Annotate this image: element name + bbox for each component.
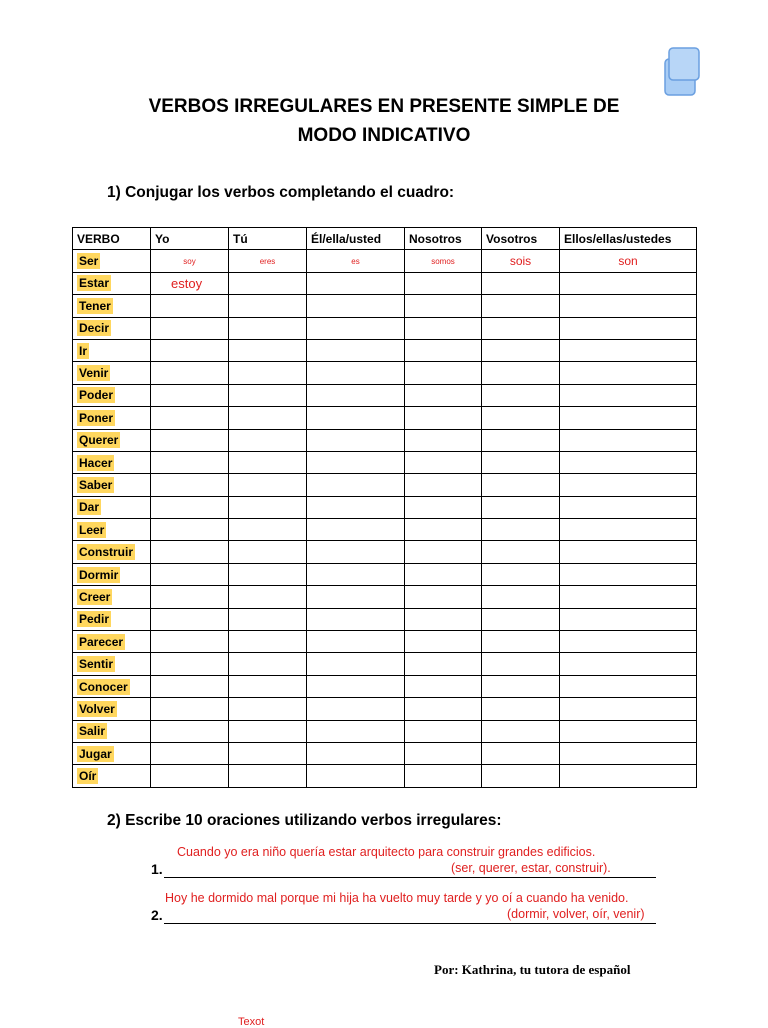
conjugation-cell[interactable] bbox=[151, 742, 229, 764]
conjugation-cell[interactable] bbox=[560, 720, 697, 742]
verb-cell bbox=[73, 608, 151, 630]
verb-cell bbox=[73, 339, 151, 361]
conjugation-cell[interactable] bbox=[151, 474, 229, 496]
table-row bbox=[73, 362, 697, 384]
conjugation-cell[interactable] bbox=[482, 698, 560, 720]
conjugation-cell[interactable] bbox=[482, 563, 560, 585]
verb-cell bbox=[73, 474, 151, 496]
conjugation-cell[interactable] bbox=[229, 742, 307, 764]
verb-cell bbox=[73, 765, 151, 787]
verb-label: Estar bbox=[79, 276, 110, 291]
conjugation-cell[interactable] bbox=[482, 742, 560, 764]
conjugation-cell[interactable] bbox=[229, 586, 307, 608]
table-row bbox=[73, 384, 697, 406]
conjugation-cell[interactable] bbox=[482, 541, 560, 563]
verb-cell bbox=[73, 519, 151, 541]
conjugation-cell[interactable] bbox=[229, 608, 307, 630]
verb-cell bbox=[73, 653, 151, 675]
verb-label: Oír bbox=[79, 769, 97, 784]
conjugation-cell[interactable] bbox=[482, 272, 560, 294]
conjugation-cell[interactable] bbox=[482, 250, 560, 272]
conjugation-cell[interactable] bbox=[560, 653, 697, 675]
conjugation-cell[interactable] bbox=[482, 675, 560, 697]
verb-cell bbox=[73, 295, 151, 317]
conjugation-cell[interactable] bbox=[405, 250, 482, 272]
sentence-number: 2. bbox=[151, 907, 163, 923]
conjugation-cell[interactable] bbox=[229, 295, 307, 317]
header-cell: Vosotros bbox=[482, 228, 560, 250]
conjugation-cell[interactable] bbox=[482, 519, 560, 541]
table-row bbox=[73, 519, 697, 541]
conjugation-cell[interactable] bbox=[151, 675, 229, 697]
conjugation-cell[interactable] bbox=[307, 698, 405, 720]
conjugation-cell[interactable] bbox=[307, 295, 405, 317]
conjugation-cell[interactable] bbox=[151, 541, 229, 563]
conjugation-cell[interactable] bbox=[405, 653, 482, 675]
table-header-row bbox=[73, 228, 697, 250]
conjugation-cell[interactable] bbox=[560, 675, 697, 697]
conjugation-cell[interactable] bbox=[560, 272, 697, 294]
conjugation-cell[interactable] bbox=[307, 563, 405, 585]
conjugation-cell[interactable] bbox=[151, 272, 229, 294]
conjugation-cell[interactable] bbox=[307, 653, 405, 675]
conjugation-cell[interactable] bbox=[405, 339, 482, 361]
conjugation-cell[interactable] bbox=[229, 317, 307, 339]
verb-label: Construir bbox=[79, 545, 133, 560]
conjugation-cell[interactable] bbox=[482, 339, 560, 361]
verb-cell bbox=[73, 586, 151, 608]
conjugation-cell[interactable] bbox=[229, 451, 307, 473]
table-row bbox=[73, 653, 697, 675]
verb-label: Tener bbox=[79, 298, 111, 313]
conjugation-cell[interactable] bbox=[482, 407, 560, 429]
verb-label: Querer bbox=[79, 433, 119, 448]
conjugation-cell[interactable] bbox=[229, 407, 307, 429]
sentence-text[interactable]: Cuando yo era niño quería estar arquitecto para construir grandes edificios. bbox=[177, 845, 596, 859]
conjugation-cell[interactable] bbox=[307, 272, 405, 294]
conjugation-cell[interactable] bbox=[482, 362, 560, 384]
section-1-heading: 1) Conjugar los verbos completando el cuadro: bbox=[107, 184, 455, 201]
verb-cell bbox=[73, 675, 151, 697]
conjugation-cell[interactable] bbox=[405, 272, 482, 294]
conjugation-cell[interactable] bbox=[307, 519, 405, 541]
answer-text: estoy bbox=[171, 275, 203, 291]
table-row bbox=[73, 563, 697, 585]
conjugation-cell[interactable] bbox=[307, 720, 405, 742]
conjugation-cell[interactable] bbox=[482, 451, 560, 473]
sentence-verbs[interactable]: (ser, querer, estar, construir). bbox=[451, 861, 611, 875]
verb-label: Poner bbox=[79, 410, 114, 425]
verb-label: Creer bbox=[79, 589, 111, 604]
table-row bbox=[73, 451, 697, 473]
conjugation-cell[interactable] bbox=[307, 317, 405, 339]
answer-text: son bbox=[618, 254, 638, 269]
conjugation-cell[interactable] bbox=[405, 631, 482, 653]
verb-cell bbox=[73, 720, 151, 742]
conjugation-cell[interactable] bbox=[405, 384, 482, 406]
conjugation-cell[interactable] bbox=[405, 586, 482, 608]
verb-cell bbox=[73, 496, 151, 518]
conjugation-cell[interactable] bbox=[229, 720, 307, 742]
conjugation-cell[interactable] bbox=[151, 451, 229, 473]
conjugation-cell[interactable] bbox=[560, 295, 697, 317]
conjugation-cell[interactable] bbox=[560, 698, 697, 720]
conjugation-cell[interactable] bbox=[229, 362, 307, 384]
conjugation-cell[interactable] bbox=[405, 720, 482, 742]
conjugation-table bbox=[72, 227, 697, 788]
conjugation-cell[interactable] bbox=[229, 541, 307, 563]
conjugation-cell[interactable] bbox=[482, 496, 560, 518]
conjugation-cell[interactable] bbox=[405, 362, 482, 384]
conjugation-cell[interactable] bbox=[229, 250, 307, 272]
conjugation-cell[interactable] bbox=[405, 519, 482, 541]
verb-label: Poder bbox=[79, 388, 114, 403]
title-line-2: MODO INDICATIVO bbox=[297, 125, 471, 146]
conjugation-cell[interactable] bbox=[307, 541, 405, 563]
textbox-placeholder[interactable]: Texot bbox=[238, 1016, 265, 1028]
verb-cell bbox=[73, 429, 151, 451]
conjugation-cell[interactable] bbox=[151, 631, 229, 653]
conjugation-cell[interactable] bbox=[307, 474, 405, 496]
conjugation-cell[interactable] bbox=[307, 765, 405, 787]
verb-cell bbox=[73, 362, 151, 384]
conjugation-cell[interactable] bbox=[151, 339, 229, 361]
sentence-verbs[interactable]: (dormir, volver, oír, venir) bbox=[507, 907, 645, 921]
conjugation-cell[interactable] bbox=[560, 496, 697, 518]
conjugation-cell[interactable] bbox=[151, 384, 229, 406]
conjugation-cell[interactable] bbox=[560, 362, 697, 384]
conjugation-cell[interactable] bbox=[151, 496, 229, 518]
table-row bbox=[73, 474, 697, 496]
table-row bbox=[73, 765, 697, 787]
conjugation-cell[interactable] bbox=[151, 295, 229, 317]
conjugation-cell[interactable] bbox=[151, 586, 229, 608]
header-cell: Nosotros bbox=[405, 228, 482, 250]
verb-cell bbox=[73, 563, 151, 585]
conjugation-cell[interactable] bbox=[405, 765, 482, 787]
sentence-number: 1. bbox=[151, 861, 163, 877]
conjugation-cell[interactable] bbox=[229, 519, 307, 541]
conjugation-cell[interactable] bbox=[151, 608, 229, 630]
verb-label: Decir bbox=[79, 321, 110, 336]
answer-text: somos bbox=[431, 256, 455, 266]
conjugation-cell[interactable] bbox=[482, 474, 560, 496]
conjugation-cell[interactable] bbox=[560, 742, 697, 764]
verb-label: Leer bbox=[79, 522, 105, 537]
table-row bbox=[73, 541, 697, 563]
conjugation-cell[interactable] bbox=[151, 698, 229, 720]
table-row bbox=[73, 317, 697, 339]
verb-label: Ir bbox=[79, 343, 88, 358]
verb-label: Parecer bbox=[79, 634, 124, 649]
conjugation-cell[interactable] bbox=[229, 765, 307, 787]
conjugation-cell[interactable] bbox=[229, 474, 307, 496]
conjugation-cell[interactable] bbox=[560, 384, 697, 406]
verb-cell bbox=[73, 631, 151, 653]
conjugation-cell[interactable] bbox=[560, 407, 697, 429]
table-row bbox=[73, 429, 697, 451]
conjugation-cell[interactable] bbox=[405, 675, 482, 697]
title-line-1: VERBOS IRREGULARES EN PRESENTE SIMPLE DE bbox=[148, 96, 620, 117]
conjugation-cell[interactable] bbox=[151, 563, 229, 585]
conjugation-cell[interactable] bbox=[405, 563, 482, 585]
conjugation-cell[interactable] bbox=[482, 586, 560, 608]
header-cell: VERBO bbox=[73, 228, 151, 250]
table-row bbox=[73, 407, 697, 429]
conjugation-cell[interactable] bbox=[151, 407, 229, 429]
conjugation-cell[interactable] bbox=[560, 631, 697, 653]
conjugation-cell[interactable] bbox=[560, 339, 697, 361]
header-cell: Tú bbox=[229, 228, 307, 250]
conjugation-cell[interactable] bbox=[229, 496, 307, 518]
table-row bbox=[73, 675, 697, 697]
conjugation-cell[interactable] bbox=[482, 608, 560, 630]
header-cell: Yo bbox=[151, 228, 229, 250]
section-2-heading: 2) Escribe 10 oraciones utilizando verbos irregulares: bbox=[107, 812, 502, 829]
conjugation-cell[interactable] bbox=[405, 407, 482, 429]
verb-cell bbox=[73, 317, 151, 339]
table-row bbox=[73, 586, 697, 608]
verb-label: Venir bbox=[79, 366, 109, 381]
answer-line bbox=[164, 877, 656, 878]
conjugation-cell[interactable] bbox=[307, 742, 405, 764]
conjugation-cell[interactable] bbox=[405, 295, 482, 317]
conjugation-cell[interactable] bbox=[482, 720, 560, 742]
conjugation-cell[interactable] bbox=[482, 631, 560, 653]
verb-cell bbox=[73, 384, 151, 406]
conjugation-cell[interactable] bbox=[307, 407, 405, 429]
answer-text: eres bbox=[259, 256, 276, 266]
verb-label: Conocer bbox=[79, 679, 128, 694]
conjugation-cell[interactable] bbox=[307, 384, 405, 406]
conjugation-cell[interactable] bbox=[560, 451, 697, 473]
conjugation-cell[interactable] bbox=[229, 339, 307, 361]
conjugation-cell[interactable] bbox=[482, 653, 560, 675]
table-row bbox=[73, 608, 697, 630]
conjugation-cell[interactable] bbox=[405, 541, 482, 563]
conjugation-cell[interactable] bbox=[307, 631, 405, 653]
verb-label: Jugar bbox=[79, 746, 112, 761]
conjugation-cell[interactable] bbox=[229, 675, 307, 697]
conjugation-cell[interactable] bbox=[229, 272, 307, 294]
table-row bbox=[73, 631, 697, 653]
conjugation-cell[interactable] bbox=[560, 317, 697, 339]
author-signature: Por: Kathrina, tu tutora de español bbox=[434, 962, 631, 977]
conjugation-cell[interactable] bbox=[560, 608, 697, 630]
document-title bbox=[0, 92, 768, 150]
conjugation-cell[interactable] bbox=[482, 295, 560, 317]
table-row bbox=[73, 339, 697, 361]
conjugation-cell[interactable] bbox=[560, 541, 697, 563]
conjugation-cell[interactable] bbox=[307, 675, 405, 697]
verb-cell bbox=[73, 451, 151, 473]
conjugation-cell[interactable] bbox=[151, 317, 229, 339]
verb-label: Dar bbox=[79, 500, 100, 515]
conjugation-cell[interactable] bbox=[307, 250, 405, 272]
conjugation-cell[interactable] bbox=[307, 451, 405, 473]
conjugation-cell[interactable] bbox=[229, 631, 307, 653]
table-row bbox=[73, 698, 697, 720]
verb-cell bbox=[73, 742, 151, 764]
verb-label: Pedir bbox=[79, 612, 110, 627]
conjugation-cell[interactable] bbox=[405, 742, 482, 764]
header-cell: Él/ella/usted bbox=[307, 228, 405, 250]
conjugation-cell[interactable] bbox=[229, 698, 307, 720]
conjugation-cell[interactable] bbox=[307, 362, 405, 384]
verb-cell bbox=[73, 250, 151, 272]
conjugation-cell[interactable] bbox=[405, 451, 482, 473]
verb-cell bbox=[73, 698, 151, 720]
conjugation-cell[interactable] bbox=[307, 339, 405, 361]
sentence-text[interactable]: Hoy he dormido mal porque mi hija ha vuelto muy tarde y yo oí a cuando ha venido. bbox=[165, 891, 629, 905]
conjugation-cell[interactable] bbox=[482, 765, 560, 787]
conjugation-cell[interactable] bbox=[229, 384, 307, 406]
verb-label: Volver bbox=[79, 701, 115, 716]
conjugation-cell[interactable] bbox=[151, 250, 229, 272]
conjugation-cell[interactable] bbox=[229, 653, 307, 675]
conjugation-cell[interactable] bbox=[151, 653, 229, 675]
verb-cell bbox=[73, 407, 151, 429]
verb-label: Hacer bbox=[79, 455, 113, 470]
conjugation-cell[interactable] bbox=[560, 429, 697, 451]
verb-cell bbox=[73, 272, 151, 294]
verb-label: Ser bbox=[79, 254, 99, 269]
answer-text: sois bbox=[509, 254, 532, 269]
conjugation-cell[interactable] bbox=[405, 317, 482, 339]
conjugation-cell[interactable] bbox=[151, 519, 229, 541]
conjugation-cell[interactable] bbox=[151, 765, 229, 787]
table-row bbox=[73, 496, 697, 518]
conjugation-cell[interactable] bbox=[560, 586, 697, 608]
verb-label: Salir bbox=[79, 724, 106, 739]
conjugation-cell[interactable] bbox=[151, 720, 229, 742]
conjugation-cell[interactable] bbox=[307, 496, 405, 518]
verb-label: Saber bbox=[79, 477, 113, 492]
conjugation-cell[interactable] bbox=[307, 429, 405, 451]
table-row bbox=[73, 720, 697, 742]
conjugation-cell[interactable] bbox=[151, 429, 229, 451]
conjugation-cell[interactable] bbox=[229, 429, 307, 451]
conjugation-cell[interactable] bbox=[405, 496, 482, 518]
table-row bbox=[73, 250, 697, 272]
conjugation-cell[interactable] bbox=[560, 765, 697, 787]
conjugation-cell[interactable] bbox=[405, 474, 482, 496]
verb-label: Sentir bbox=[79, 657, 114, 672]
conjugation-cell[interactable] bbox=[560, 519, 697, 541]
table-row bbox=[73, 742, 697, 764]
conjugation-cell[interactable] bbox=[151, 362, 229, 384]
conjugation-cell[interactable] bbox=[307, 608, 405, 630]
conjugation-cell[interactable] bbox=[482, 384, 560, 406]
table-row bbox=[73, 272, 697, 294]
conjugation-cell[interactable] bbox=[482, 317, 560, 339]
answer-text: soy bbox=[183, 256, 196, 266]
answer-line bbox=[164, 923, 656, 924]
table-row bbox=[73, 295, 697, 317]
conjugation-cell[interactable] bbox=[405, 429, 482, 451]
header-cell: Ellos/ellas/ustedes bbox=[560, 228, 697, 250]
conjugation-cell[interactable] bbox=[405, 608, 482, 630]
conjugation-cell[interactable] bbox=[560, 563, 697, 585]
conjugation-cell[interactable] bbox=[482, 429, 560, 451]
conjugation-cell[interactable] bbox=[405, 698, 482, 720]
conjugation-cell[interactable] bbox=[307, 586, 405, 608]
answer-text: es bbox=[351, 256, 360, 266]
conjugation-cell[interactable] bbox=[560, 250, 697, 272]
conjugation-cell[interactable] bbox=[560, 474, 697, 496]
verb-label: Dormir bbox=[79, 567, 119, 582]
conjugation-cell[interactable] bbox=[229, 563, 307, 585]
verb-cell bbox=[73, 541, 151, 563]
